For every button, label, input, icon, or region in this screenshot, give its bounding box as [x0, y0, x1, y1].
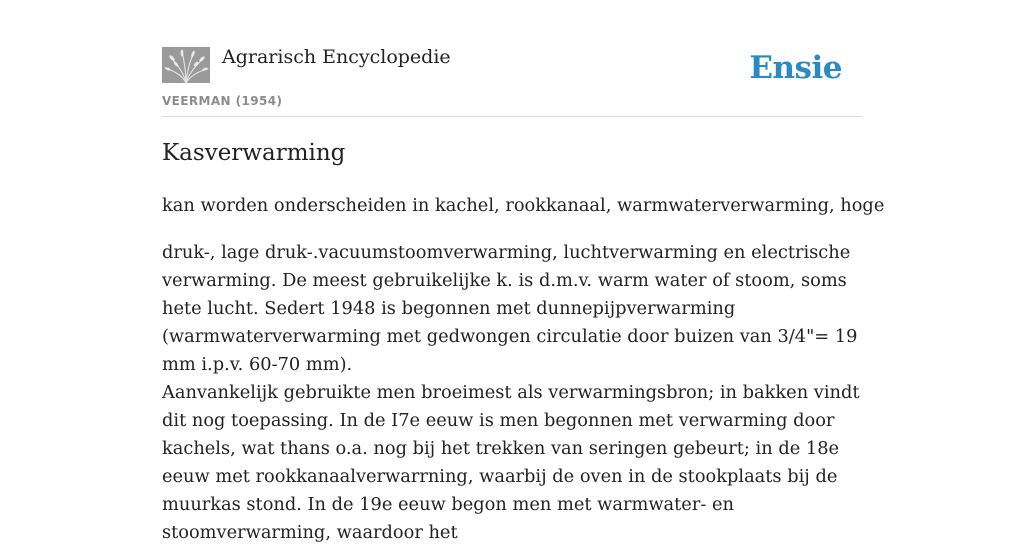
brand-logo[interactable]: Ensie: [749, 50, 842, 86]
paragraph-1: kan worden onderscheiden in kachel, rookkanaal, warmwaterverwarming, hoge: [162, 195, 885, 216]
article-title: Kasverwarming: [162, 140, 346, 166]
paragraph-2: druk-, lage druk-.vacuumstoomverwarming, luchtverwarming en electrische verwarming. De meest gebruikelijke k. is d.m.v. warm water of stoom, soms hete lucht. Sedert 1948 is begonnen met dunnepijpverwarming (warmwaterverwarming met gedwongen circulatie door buizen van 3/4"= 19 mm i.p.v. 60-70 mm).: [162, 242, 858, 375]
author-year[interactable]: VEERMAN (1954): [162, 94, 283, 108]
paragraph-3: Aanvankelijk gebruikte men broeimest als verwarmingsbron; in bakken vindt dit nog toepassing. In de I7e eeuw is men begonnen met verwarming door kachels, wat thans o.a. nog bij het trekken van seringen gebeurt; in de 18e eeuw met rookkanaalverwarrning, waarbij de oven in de stookplaats bij de muurkas stond. In de 19e eeuw begon men met warmwater- en stoomverwarming, waardoor het: [162, 382, 860, 543]
grain-logo-icon[interactable]: [162, 47, 210, 83]
header: [162, 44, 862, 117]
book-title[interactable]: Agrarisch Encyclopedie: [222, 46, 451, 68]
